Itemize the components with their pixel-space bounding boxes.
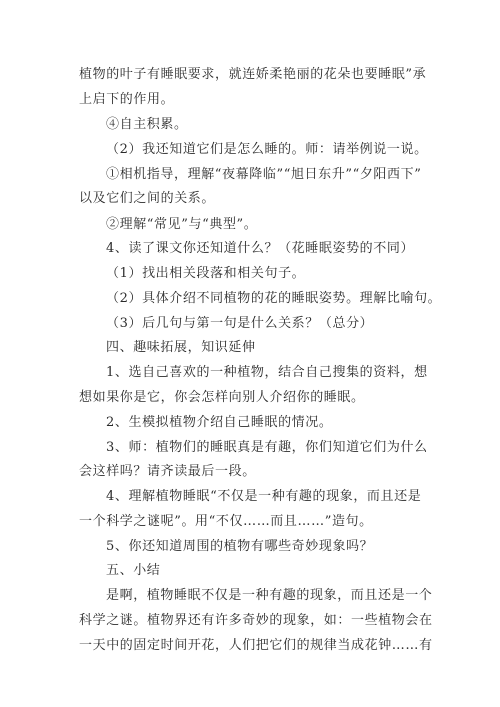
text-line: 科学之谜。植物界还有许多奇妙的现象，如：一些植物会在 xyxy=(79,613,433,628)
text-line: 4、读了课文你还知道什么？（花睡眠姿势的不同） xyxy=(106,241,415,256)
text-line: 一个科学之谜呢”。用“不仅……而且……”造句。 xyxy=(79,514,373,529)
text-line: 一天中的固定时间开花，人们把它们的规律当成花钟……有 xyxy=(79,638,433,653)
section-heading: 四、趣味拓展，知识延伸 xyxy=(106,340,256,355)
text-line: 3、师：植物们的睡眠真是有趣，你们知道它们为什么 xyxy=(106,440,428,455)
text-line: 5、你还知道周围的植物有哪些奇妙现象吗？ xyxy=(106,539,374,554)
text-line: （2）我还知道它们是怎么睡的。师：请举例说一说。 xyxy=(106,142,428,157)
text-line: 2、生模拟植物介绍自己睡眠的情况。 xyxy=(106,415,333,430)
text-line: 4、理解植物睡眠“不仅是一种有趣的现象，而且还是 xyxy=(106,489,422,504)
text-line: ①相机指导，理解“夜幕降临”“旭日东升”“夕阳西下” xyxy=(106,167,422,182)
text-line: 是啊，植物睡眠不仅是一种有趣的现象，而且还是一个 xyxy=(106,588,433,603)
text-line: （3）后几句与第一句是什么关系？（总分） xyxy=(106,316,374,331)
text-line: ④自主积累。 xyxy=(106,117,188,132)
text-line: 会这样吗？请齐读最后一段。 xyxy=(79,464,256,479)
text-line: 想如果你是它，你会怎样向别人介绍你的睡眠。 xyxy=(79,390,365,405)
text-line: 植物的叶子有睡眠要求，就连娇柔艳丽的花朵也要睡眠”承 xyxy=(79,67,427,82)
text-line: 上启下的作用。 xyxy=(79,92,175,107)
text-line: （1）找出相关段落和相关句子。 xyxy=(106,266,306,281)
text-line: ②理解“常见”与“典型”。 xyxy=(106,217,258,232)
text-line: （2）具体介绍不同植物的花的睡眠姿势。理解比喻句。 xyxy=(106,291,442,306)
text-line: 1、选自己喜欢的一种植物，结合自己搜集的资料，想 xyxy=(106,365,428,380)
section-heading: 五、小结 xyxy=(106,563,161,578)
text-line: 以及它们之间的关系。 xyxy=(79,191,216,206)
